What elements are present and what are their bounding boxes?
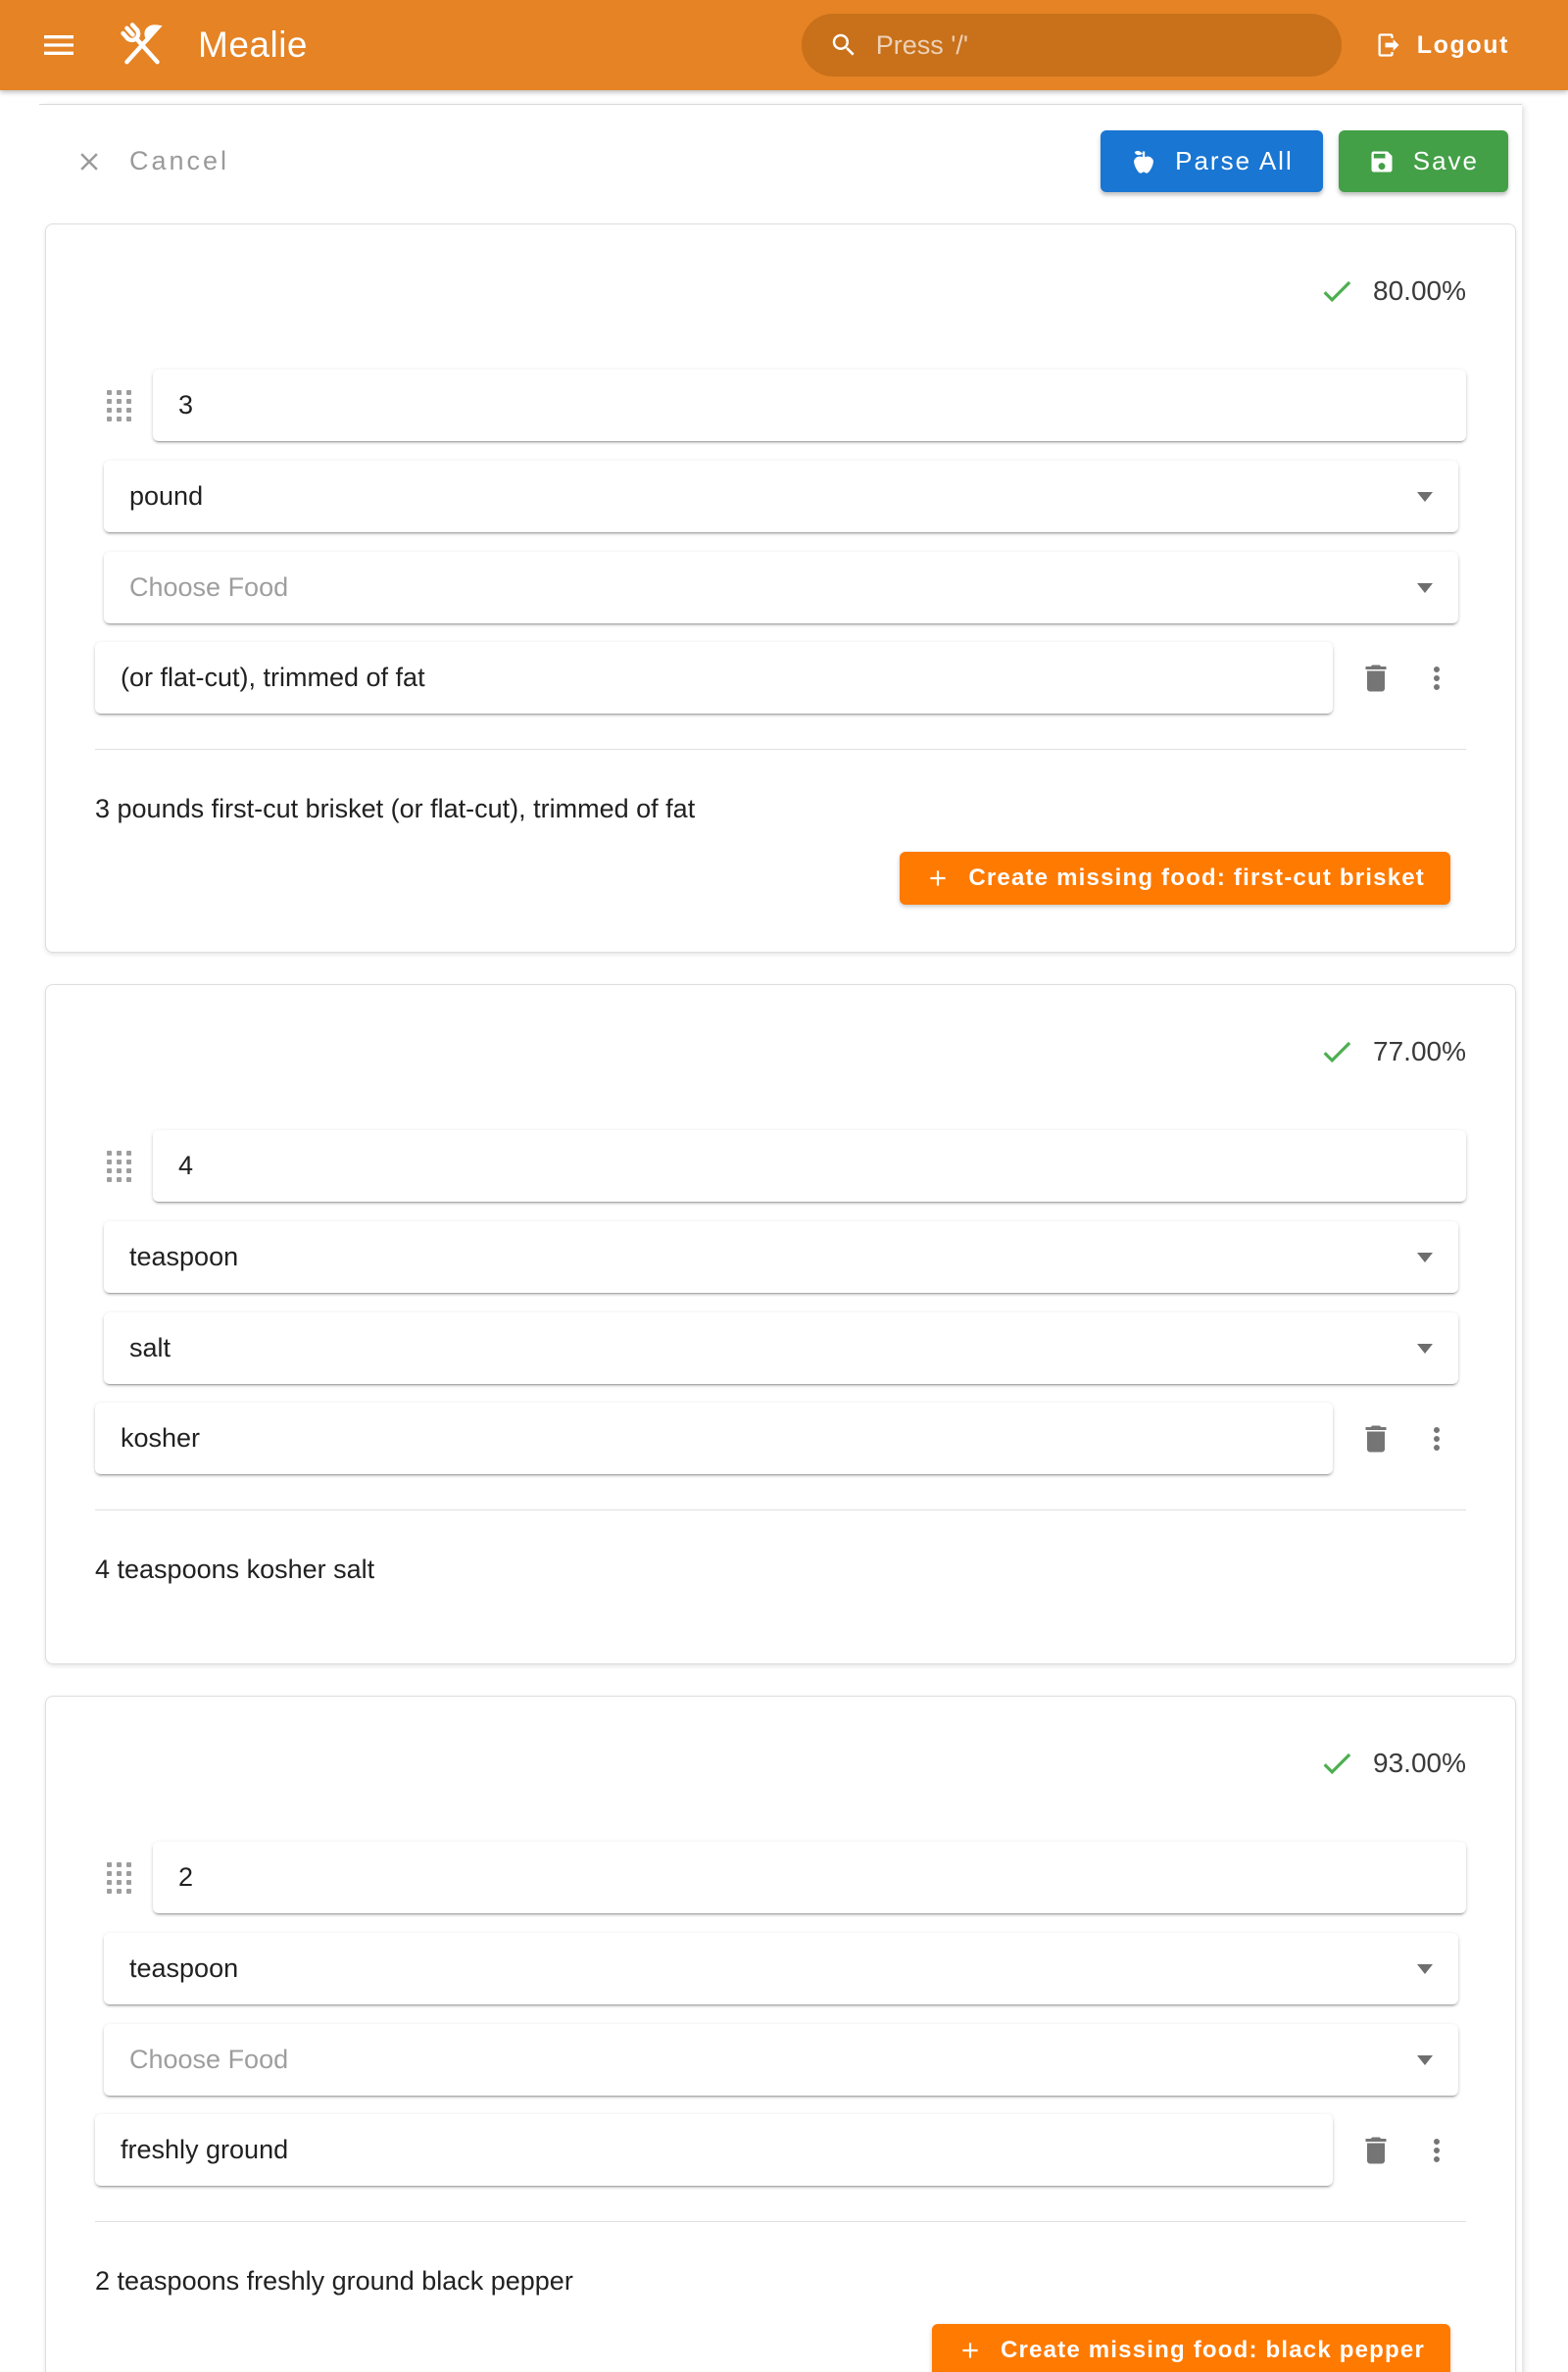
check-icon xyxy=(1318,1033,1355,1070)
unit-select[interactable] xyxy=(104,1933,1458,2004)
logout-label: Logout xyxy=(1416,30,1509,59)
kebab-icon xyxy=(1419,2133,1454,2168)
app-logo[interactable] xyxy=(112,15,172,75)
create-missing-food-label: Create missing food: first-cut brisket xyxy=(968,865,1425,891)
check-icon xyxy=(1318,1745,1355,1782)
ingredient-card xyxy=(45,223,1516,953)
plus-icon xyxy=(957,2338,983,2363)
quantity-input[interactable] xyxy=(153,370,1466,441)
chevron-down-icon xyxy=(1417,583,1433,593)
original-ingredient-text: 4 teaspoons kosher salt xyxy=(95,1555,375,1584)
search-icon xyxy=(829,30,858,60)
chevron-down-icon xyxy=(1417,1964,1433,1974)
cancel-button[interactable] xyxy=(74,146,229,176)
unit-value: pound xyxy=(129,481,204,511)
unit-value: teaspoon xyxy=(129,1953,239,1983)
card-divider xyxy=(95,2221,1466,2222)
drag-handle[interactable] xyxy=(107,390,131,421)
app-header xyxy=(0,0,1568,90)
ingredient-card xyxy=(45,1696,1516,2372)
search-bar[interactable] xyxy=(802,14,1342,76)
delete-button[interactable] xyxy=(1358,661,1394,696)
card-divider xyxy=(95,749,1466,750)
cancel-label: Cancel xyxy=(129,146,230,175)
unit-value: teaspoon xyxy=(129,1242,239,1271)
food-placeholder: Choose Food xyxy=(129,572,289,602)
search-placeholder: Press '/' xyxy=(875,29,969,60)
menu-button[interactable] xyxy=(39,25,78,65)
drag-handle[interactable] xyxy=(107,1151,131,1182)
create-missing-food-button[interactable] xyxy=(900,852,1450,905)
quantity-input[interactable] xyxy=(153,1842,1466,1913)
chevron-down-icon xyxy=(1417,492,1433,502)
parse-all-label: Parse All xyxy=(1175,146,1294,175)
food-select[interactable] xyxy=(104,1312,1458,1384)
more-options-button[interactable] xyxy=(1419,2133,1454,2168)
confidence-value: 77.00% xyxy=(1373,1036,1466,1066)
kebab-icon xyxy=(1419,1421,1454,1457)
ingredient-card xyxy=(45,984,1516,1664)
trash-icon xyxy=(1358,661,1394,696)
quantity-input[interactable] xyxy=(153,1130,1466,1202)
food-select[interactable] xyxy=(104,2024,1458,2096)
plus-icon xyxy=(925,865,951,891)
note-input[interactable] xyxy=(95,1403,1333,1474)
parse-all-button[interactable] xyxy=(1101,130,1323,192)
drag-handle[interactable] xyxy=(107,1862,131,1894)
close-icon xyxy=(74,147,104,176)
chevron-down-icon xyxy=(1417,1253,1433,1262)
trash-icon xyxy=(1358,1421,1394,1457)
delete-button[interactable] xyxy=(1358,2133,1394,2168)
confidence-badge xyxy=(95,1697,1466,1783)
more-options-button[interactable] xyxy=(1419,1421,1454,1457)
save-button[interactable] xyxy=(1339,130,1508,192)
logout-icon xyxy=(1375,31,1402,59)
crossed-fork-knife-icon xyxy=(112,15,172,75)
content-sheet xyxy=(39,104,1522,2372)
kebab-icon xyxy=(1419,661,1454,696)
hamburger-icon xyxy=(39,25,78,65)
chevron-down-icon xyxy=(1417,2055,1433,2065)
check-icon xyxy=(1318,272,1355,310)
card-divider xyxy=(95,1509,1466,1510)
confidence-badge xyxy=(95,985,1466,1071)
app-title: Mealie xyxy=(198,25,308,65)
original-ingredient-text: 3 pounds first-cut brisket (or flat-cut), trimmed of fat xyxy=(95,794,696,823)
delete-button[interactable] xyxy=(1358,1421,1394,1457)
unit-select[interactable] xyxy=(104,1221,1458,1293)
logout-button[interactable] xyxy=(1375,31,1509,60)
original-ingredient-text: 2 teaspoons freshly ground black pepper xyxy=(95,2266,573,2296)
create-missing-food-button[interactable] xyxy=(932,2324,1450,2372)
chevron-down-icon xyxy=(1417,1344,1433,1354)
confidence-value: 80.00% xyxy=(1373,275,1466,306)
confidence-value: 93.00% xyxy=(1373,1748,1466,1778)
create-missing-food-label: Create missing food: black pepper xyxy=(1000,2337,1425,2363)
trash-icon xyxy=(1358,2133,1394,2168)
save-icon xyxy=(1368,148,1396,175)
confidence-badge xyxy=(95,224,1466,311)
food-value: salt xyxy=(129,1333,172,1362)
apple-icon xyxy=(1130,148,1157,175)
note-input[interactable] xyxy=(95,2114,1333,2186)
more-options-button[interactable] xyxy=(1419,661,1454,696)
toolbar xyxy=(39,105,1522,192)
food-select[interactable] xyxy=(104,552,1458,623)
unit-select[interactable] xyxy=(104,461,1458,532)
food-placeholder: Choose Food xyxy=(129,2045,289,2074)
note-input[interactable] xyxy=(95,642,1333,714)
save-label: Save xyxy=(1412,146,1479,175)
